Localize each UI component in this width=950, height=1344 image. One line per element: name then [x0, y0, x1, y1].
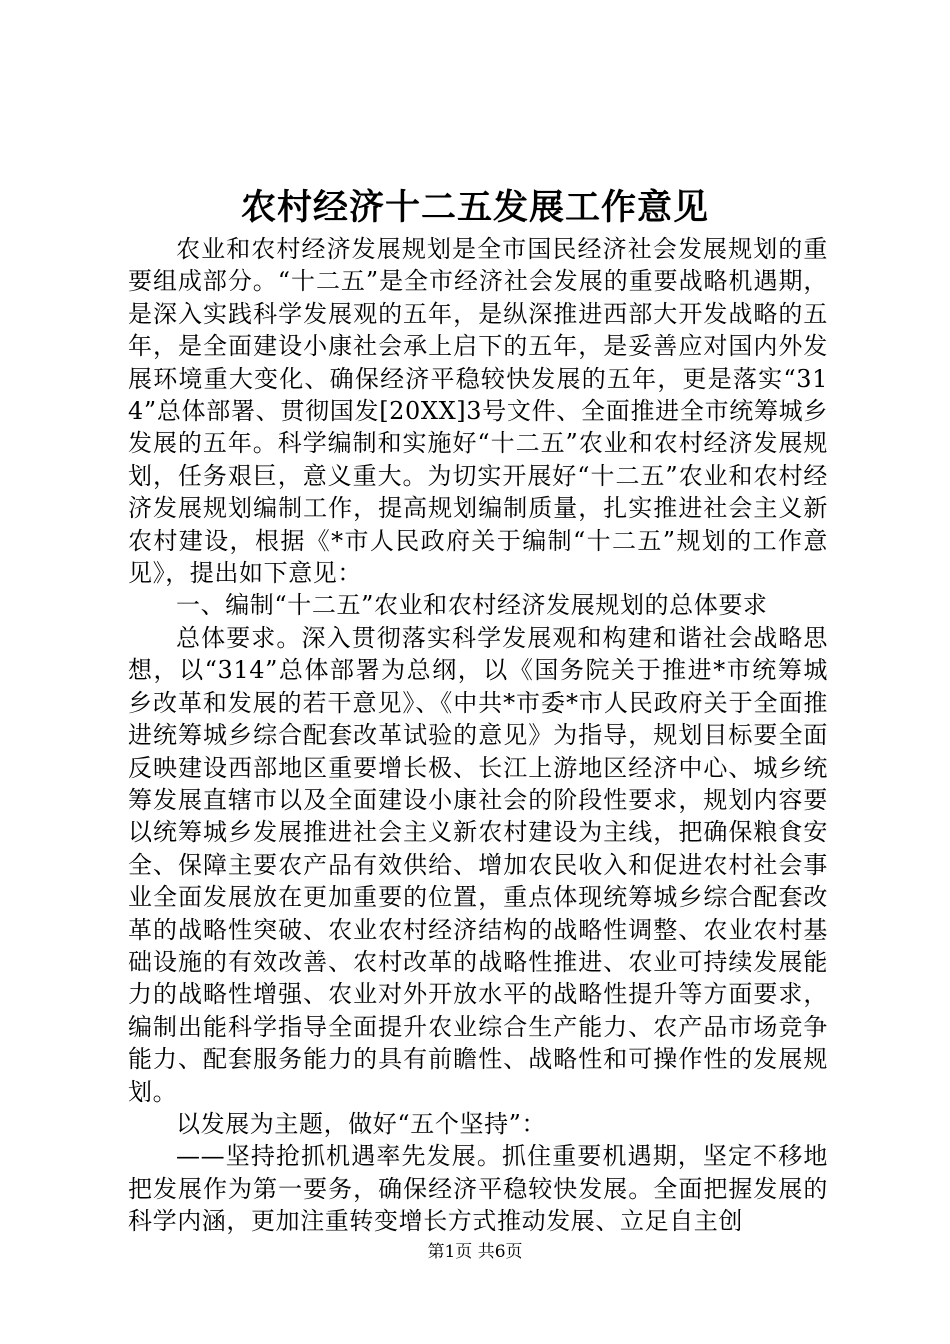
paragraph-section-heading: 一、编制“十二五”农业和农村经济发展规划的总体要求 [176, 591, 768, 620]
paragraph-general-requirements: 总体要求。深入贯彻落实科学发展观和构建和谐社会战略思想，以“314”总体部署为总纲，以《国务院关于推进*市统筹城乡改革和发展的若干意见》、《中共*市委*市人民政府关于全面推进统筹城乡综合配套改革试验的意见》为指导，规划目标要全面反映建设西部地区重要增长极、长江上游地区经济中心、城乡统筹发展直辖市以及全面建设小康社会的阶段性要求，规划内容要以统筹城乡发展推进社会主义新农村建设为主线，把确保粮食安全、保障主要农产品有效供给、增加农民收入和促进农村社会事业全面发展放在更加重要的位置，重点体现统筹城乡综合配套改革的战略性突破、农业农村经济结构的战略性调整、农业农村基础设施的有效改善、农村改革的战略性推进、农业可持续发展能力的战略性增强、农业对外开放水平的战略性提升等方面要求，编制出能科学指导全面提升农业综合生产能力、农产品市场竞争能力、配套服务能力的具有前瞻性、战略性和可操作性的发展规划。 [128, 623, 828, 1106]
document-body [128, 233, 828, 1238]
document-title: 农村经济十二五发展工作意见 [240, 187, 709, 228]
paragraph-intro: 农业和农村经济发展规划是全市国民经济社会发展规划的重要组成部分。“十二五”是全市经济社会发展的重要战略机遇期，是深入实践科学发展观的五年，是纵深推进西部大开发战略的五年，是全面建设小康社会承上启下的五年，是妥善应对国内外发展环境重大变化、确保经济平稳较快发展的五年，更是落实“314”总体部署、贯彻国发[20XX]3号文件、全面推进全市统筹城乡发展的五年。科学编制和实施好“十二五”农业和农村经济发展规划，任务艰巨，意义重大。为切实开展好“十二五”农业和农村经济发展规划编制工作，提高规划编制质量，扎实推进社会主义新农村建设，根据《*市人民政府关于编制“十二五”规划的工作意见》，提出如下意见： [128, 235, 828, 588]
page-number-footer: 第1页 共6页 [427, 1242, 523, 1262]
paragraph-five-persistences: 以发展为主题，做好“五个坚持”： [176, 1109, 547, 1138]
paragraph-seize-opportunity: ——坚持抢抓机遇率先发展。抓住重要机遇期，坚定不移地把发展作为第一要务，确保经济平稳较快发展。全面把握发展的科学内涵，更加注重转变增长方式推动发展、立足自主创 [128, 1142, 828, 1236]
